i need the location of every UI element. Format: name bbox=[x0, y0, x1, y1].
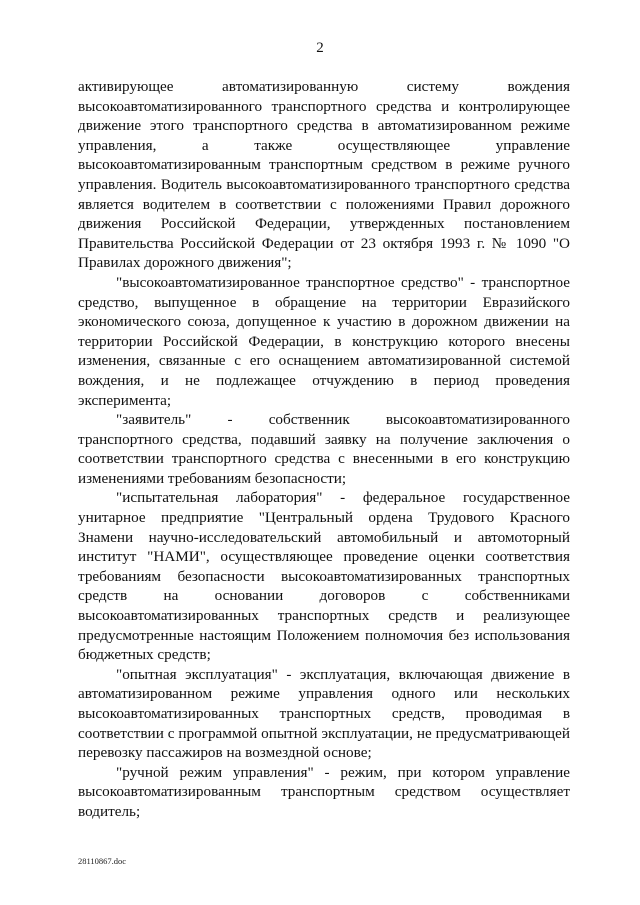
page-number: 2 bbox=[316, 40, 324, 56]
paragraph: "высокоавтоматизированное транспортное средство" - транспортное средство, выпущенное в обращение на территории Евразийского экономического союза, допущенное к участию в дорожном движении на территории Российской Федерации, в конструкцию которого внесены изменения, связанные с его оснащением автоматизированной системой вождения, и не подлежащее отчуждению в период проведения эксперимента; bbox=[78, 273, 570, 409]
document-body bbox=[78, 77, 570, 822]
paragraph: "опытная эксплуатация" - эксплуатация, включающая движение в автоматизированном режиме управления одного или нескольких высокоавтоматизированных транспортных средств, проводимая в соответствии с программой опытной эксплуатации, не предусматривающей перевозку пассажиров на возмездной основе; bbox=[78, 665, 570, 762]
paragraph: активирующее автоматизированную систему вождения высокоавтоматизированного транспортного средства и контролирующее движение этого транспортного средства в автоматизированном режиме управления, а также осуществляющее управление высокоавтоматизированным транспортным средством в режиме ручного управления. Водитель высокоавтоматизированного транспортного средства является водителем в соответствии с положениями Правил дорожного движения Российской Федерации, утвержденных постановлением Правительства Российской Федерации от 23 октября 1993 г. № 1090 "О Правилах дорожного движения"; bbox=[78, 78, 570, 272]
footer-file-name: 28110867.doc bbox=[78, 856, 127, 866]
paragraph: "испытательная лаборатория" - федеральное государственное унитарное предприятие "Центральный ордена Трудового Красного Знамени научно-исследовательский автомобильный и автомоторный институт "НАМИ", осуществляющее проведение оценки соответствия требованиям безопасности высокоавтоматизированных транспортных средств на основании договоров с собственниками высокоавтоматизированных транспортных средств и реализующее предусмотренные настоящим Положением полномочия без использования бюджетных средств; bbox=[78, 489, 570, 664]
paragraph: "заявитель" - собственник высокоавтоматизированного транспортного средства, подавший заявку на получение заключения о соответствии транспортного средства с внесенными в его конструкцию изменениями требованиям безопасности; bbox=[78, 411, 570, 487]
paragraph: "ручной режим управления" - режим, при котором управление высокоавтоматизированным транспортным средством осуществляет водитель; bbox=[78, 763, 570, 820]
